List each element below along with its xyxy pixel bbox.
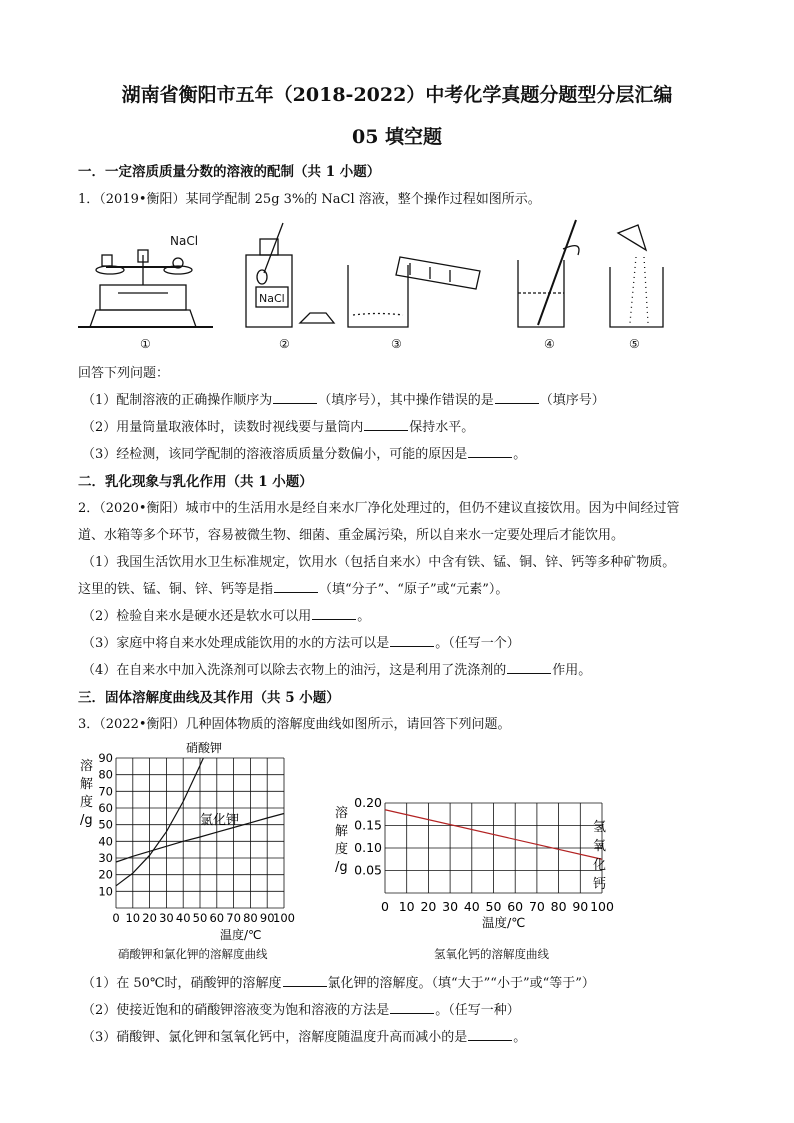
- section-3-heading: 三．固体溶解度曲线及其作用（共 5 小题）: [78, 690, 340, 706]
- balance-icon: [78, 250, 213, 327]
- y-axis-label-char: 解: [335, 824, 349, 839]
- answer-blank: [390, 1001, 434, 1014]
- dissolving-beaker-icon: [610, 225, 663, 327]
- section-1-heading: 一．一定溶质质量分数的溶液的配制（共 1 小题）: [78, 164, 381, 180]
- question-1-intro: 1．（2019•衡阳）某同学配制 25g 3%的 NaCl 溶液，整个操作过程如图所示。: [78, 192, 541, 207]
- figure-label-4: ④: [544, 337, 555, 351]
- y-axis-label-char: 溶: [80, 759, 94, 774]
- nacl-label-balance: NaCl: [170, 234, 199, 248]
- figure-label-3: ③: [391, 337, 402, 351]
- y-tick-label: 0.10: [354, 840, 382, 855]
- x-tick-label: 100: [590, 899, 614, 914]
- question-3-part-2: （2）使接近饱和的硝酸钾溶液变为饱和溶液的方法是 。（任写一种）: [82, 1003, 520, 1018]
- figure-label-1: ①: [140, 337, 151, 351]
- x-tick-label: 70: [528, 899, 545, 914]
- question-2-part-4: （4）在自来水中加入洗涤剂可以除去衣物上的油污，这是利用了洗涤剂的 作用。: [82, 663, 592, 678]
- answer-blank: [468, 445, 512, 458]
- series-label-char: 氢: [592, 820, 606, 835]
- question-1-part-2: （2）用量筒量取液体时，读数时视线要与量筒内 保持水平。: [82, 420, 475, 435]
- x-axis-label: 温度/℃: [220, 928, 262, 942]
- x-tick-label: 30: [159, 911, 174, 925]
- document-title: 湖南省衡阳市五年（2018-2022）中考化学真题分题型分层汇编: [121, 84, 673, 106]
- answer-blank: [364, 418, 408, 431]
- y-tick-label: 60: [98, 801, 113, 815]
- y-axis-label-char: 度: [80, 795, 94, 810]
- x-tick-label: 60: [209, 911, 225, 925]
- y-axis-label-char: 溶: [335, 806, 349, 821]
- answer-blank: [274, 580, 318, 593]
- chart-2-caption: 氢氧化钙的溶解度曲线: [434, 947, 549, 961]
- y-tick-label: 20: [98, 867, 113, 882]
- question-1-part-1: （1）配制溶液的正确操作顺序为 （填序号），其中操作错误的是 （填序号）: [82, 393, 605, 408]
- figure-label-5: ⑤: [629, 337, 640, 351]
- x-tick-label: 50: [485, 899, 502, 914]
- x-tick-label: 40: [175, 911, 191, 925]
- answer-blank: [507, 661, 551, 674]
- answer-intro: 回答下列问题：: [78, 366, 170, 381]
- question-2-paragraph-1: 2．（2020•衡阳）城市中的生活用水是经自来水厂净化处理过的，但仍不建议直接饮用。因为中间经过管: [78, 501, 680, 516]
- x-tick-label: 60: [507, 899, 524, 914]
- x-tick-label: 80: [550, 899, 567, 914]
- reagent-bottle-icon: [246, 223, 334, 327]
- y-tick-label: 50: [98, 817, 113, 832]
- answer-blank: [312, 607, 356, 620]
- answer-blank: [495, 391, 539, 404]
- x-tick-label: 50: [192, 911, 208, 925]
- x-tick-label: 90: [259, 911, 275, 925]
- y-tick-label: 70: [98, 784, 113, 799]
- question-2-part-1-line-2: 这里的铁、锰、铜、锌、钙等是指 （填“分子”、“原子”或“元素”）。: [78, 582, 509, 597]
- x-tick-label: 0: [112, 911, 120, 925]
- y-axis-label-char: 度: [335, 842, 349, 857]
- x-tick-label: 70: [226, 911, 241, 925]
- x-tick-label: 20: [420, 899, 437, 914]
- y-tick-label: 0.05: [354, 862, 382, 878]
- answer-blank: [468, 1028, 512, 1041]
- pouring-cylinder-icon: [348, 257, 480, 327]
- x-tick-label: 100: [273, 911, 295, 925]
- question-3-intro: 3．（2022•衡阳）几种固体物质的溶解度曲线如图所示，请回答下列问题。: [78, 717, 511, 732]
- y-tick-label: 40: [98, 834, 113, 849]
- x-tick-label: 90: [572, 899, 589, 914]
- y-axis-label-char: /g: [335, 860, 348, 875]
- y-tick-label: 10: [98, 884, 113, 899]
- nacl-label-bottle: NaCl: [259, 292, 285, 305]
- question-2-part-1-line-1: （1）我国生活饮用水卫生标准规定，饮用水（包括自来水）中含有铁、锰、铜、锌、钙等多种矿物质。: [82, 555, 676, 570]
- y-axis-label-char: /g: [80, 813, 93, 828]
- x-tick-label: 10: [398, 899, 415, 914]
- series-label-kno3: 硝酸钾: [186, 741, 223, 755]
- stirring-rod-icon: [518, 220, 579, 327]
- answer-blank: [390, 634, 434, 647]
- y-tick-label: 30: [98, 851, 113, 865]
- question-2-part-2: （2）检验自来水是硬水还是软水可以用 。: [82, 609, 371, 624]
- lab-operations-figure: [78, 215, 678, 350]
- series-label-kcl: 氯化钾: [200, 813, 240, 828]
- x-tick-label: 0: [381, 899, 389, 914]
- y-tick-label: 0.15: [354, 817, 382, 833]
- section-2-heading: 二．乳化现象与乳化作用（共 1 小题）: [78, 474, 313, 490]
- series-label-char: 化: [592, 858, 606, 873]
- question-3-part-3: （3）硝酸钾、氯化钾和氢氧化钙中，溶解度随温度升高而减小的是 。: [82, 1030, 527, 1045]
- question-2-paragraph-2: 道、水箱等多个环节，容易被微生物、细菌、重金属污染，所以自来水一定要处理后才能饮用。: [78, 528, 625, 543]
- y-tick-label: 90: [98, 751, 113, 765]
- x-axis-label: 温度/℃: [482, 915, 526, 930]
- question-2-part-3: （3）家庭中将自来水处理成能饮用的水的方法可以是 。（任写一个）: [82, 636, 520, 651]
- x-tick-label: 30: [442, 899, 459, 914]
- x-tick-label: 10: [125, 911, 141, 925]
- series-label-char: 氧: [592, 839, 606, 854]
- answer-blank: [283, 974, 327, 987]
- x-tick-label: 20: [142, 911, 157, 925]
- kno3-kcl-solubility-chart: [78, 740, 308, 955]
- document-subtitle: 05 填空题: [351, 126, 443, 148]
- series-label-char: 钙: [592, 877, 606, 892]
- question-1-part-3: （3）经检测，该同学配制的溶液溶质质量分数偏小，可能的原因是 。: [82, 447, 527, 462]
- question-3-part-1: （1）在 50℃时，硝酸钾的溶解度 氯化钾的溶解度。（填“大于”“小于”或“等于”）: [82, 976, 595, 991]
- figure-label-2: ②: [279, 337, 290, 351]
- x-tick-label: 40: [463, 899, 480, 914]
- answer-blank: [273, 391, 317, 404]
- chart-1-caption: 硝酸钾和氯化钾的溶解度曲线: [118, 947, 268, 961]
- y-axis-label-char: 解: [80, 777, 94, 792]
- y-tick-label: 0.20: [354, 795, 382, 810]
- x-tick-label: 80: [243, 911, 258, 925]
- series-line-硝酸钾: [116, 758, 203, 886]
- y-tick-label: 80: [98, 767, 113, 782]
